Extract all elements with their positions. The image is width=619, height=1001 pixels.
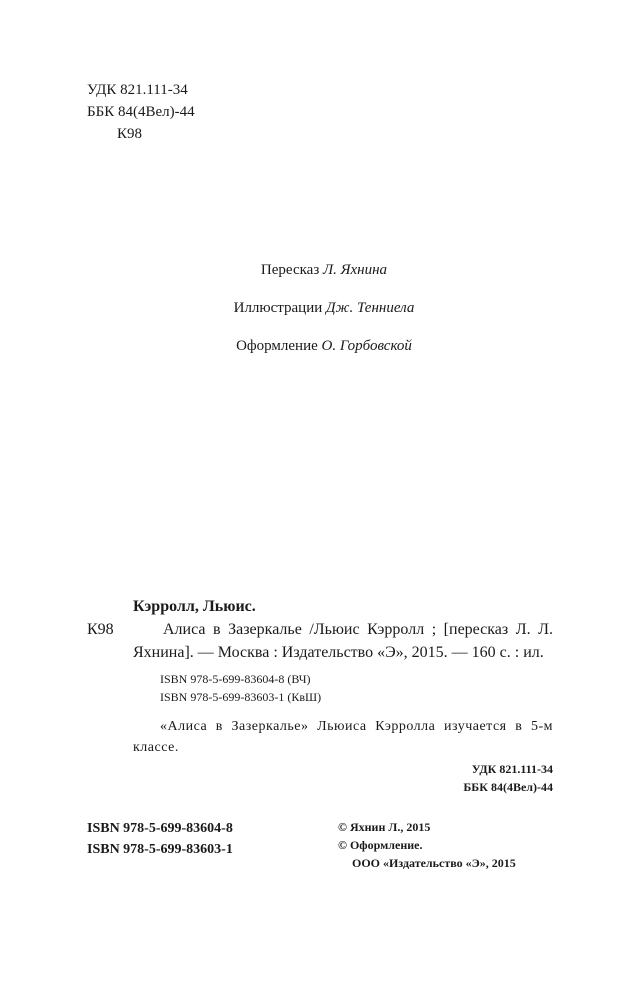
entry-isbn-1: ISBN 978-5-699-83604-8 (ВЧ) [160, 672, 311, 686]
entry-annotation: «Алиса в Зазеркалье» Льюиса Кэрролла изучается в 5-м классе. [133, 719, 553, 755]
copyright-publisher: ООО «Издательство «Э», 2015 [352, 856, 516, 870]
credit-illustrations [0, 300, 619, 317]
credit-name: О. Горбовской [321, 338, 412, 354]
entry-bbk: ББК 84(4Вел)-44 [463, 780, 553, 794]
bbk-code: ББК 84(4Вел)-44 [87, 104, 195, 120]
footer [87, 818, 553, 872]
entry-isbn-2: ISBN 978-5-699-83603-1 (КвШ) [160, 690, 322, 704]
entry-heading: Кэрролл, Льюис. [133, 598, 256, 615]
copyright-design: © Оформление. [338, 838, 423, 852]
catalog-entry [87, 595, 553, 872]
credit-retelling [0, 262, 619, 279]
udk-code: УДК 821.111-34 [87, 82, 188, 98]
entry-mark: К98 [87, 621, 114, 638]
entry-udk: УДК 821.111-34 [471, 762, 553, 776]
credit-label: Оформление [236, 338, 318, 354]
credit-design [0, 338, 619, 355]
credit-label: Иллюстрации [233, 300, 323, 316]
copyright-author: © Яхнин Л., 2015 [338, 820, 431, 834]
credit-name: Л. Яхнина [323, 262, 388, 278]
entry-description: Алиса в Зазеркалье /Льюис Кэрролл ; [пересказ Л. Л. Яхнина]. — Москва : Издательство «Э», 2015. — 160 с. : ил. [133, 621, 553, 661]
footer-isbn-1: ISBN 978-5-699-83604-8 [87, 821, 233, 836]
credit-name: Дж. Тенниела [326, 300, 415, 316]
footer-isbn-2: ISBN 978-5-699-83603-1 [87, 842, 233, 857]
credit-label: Пересказ [260, 262, 320, 278]
author-mark: К98 [117, 126, 143, 142]
